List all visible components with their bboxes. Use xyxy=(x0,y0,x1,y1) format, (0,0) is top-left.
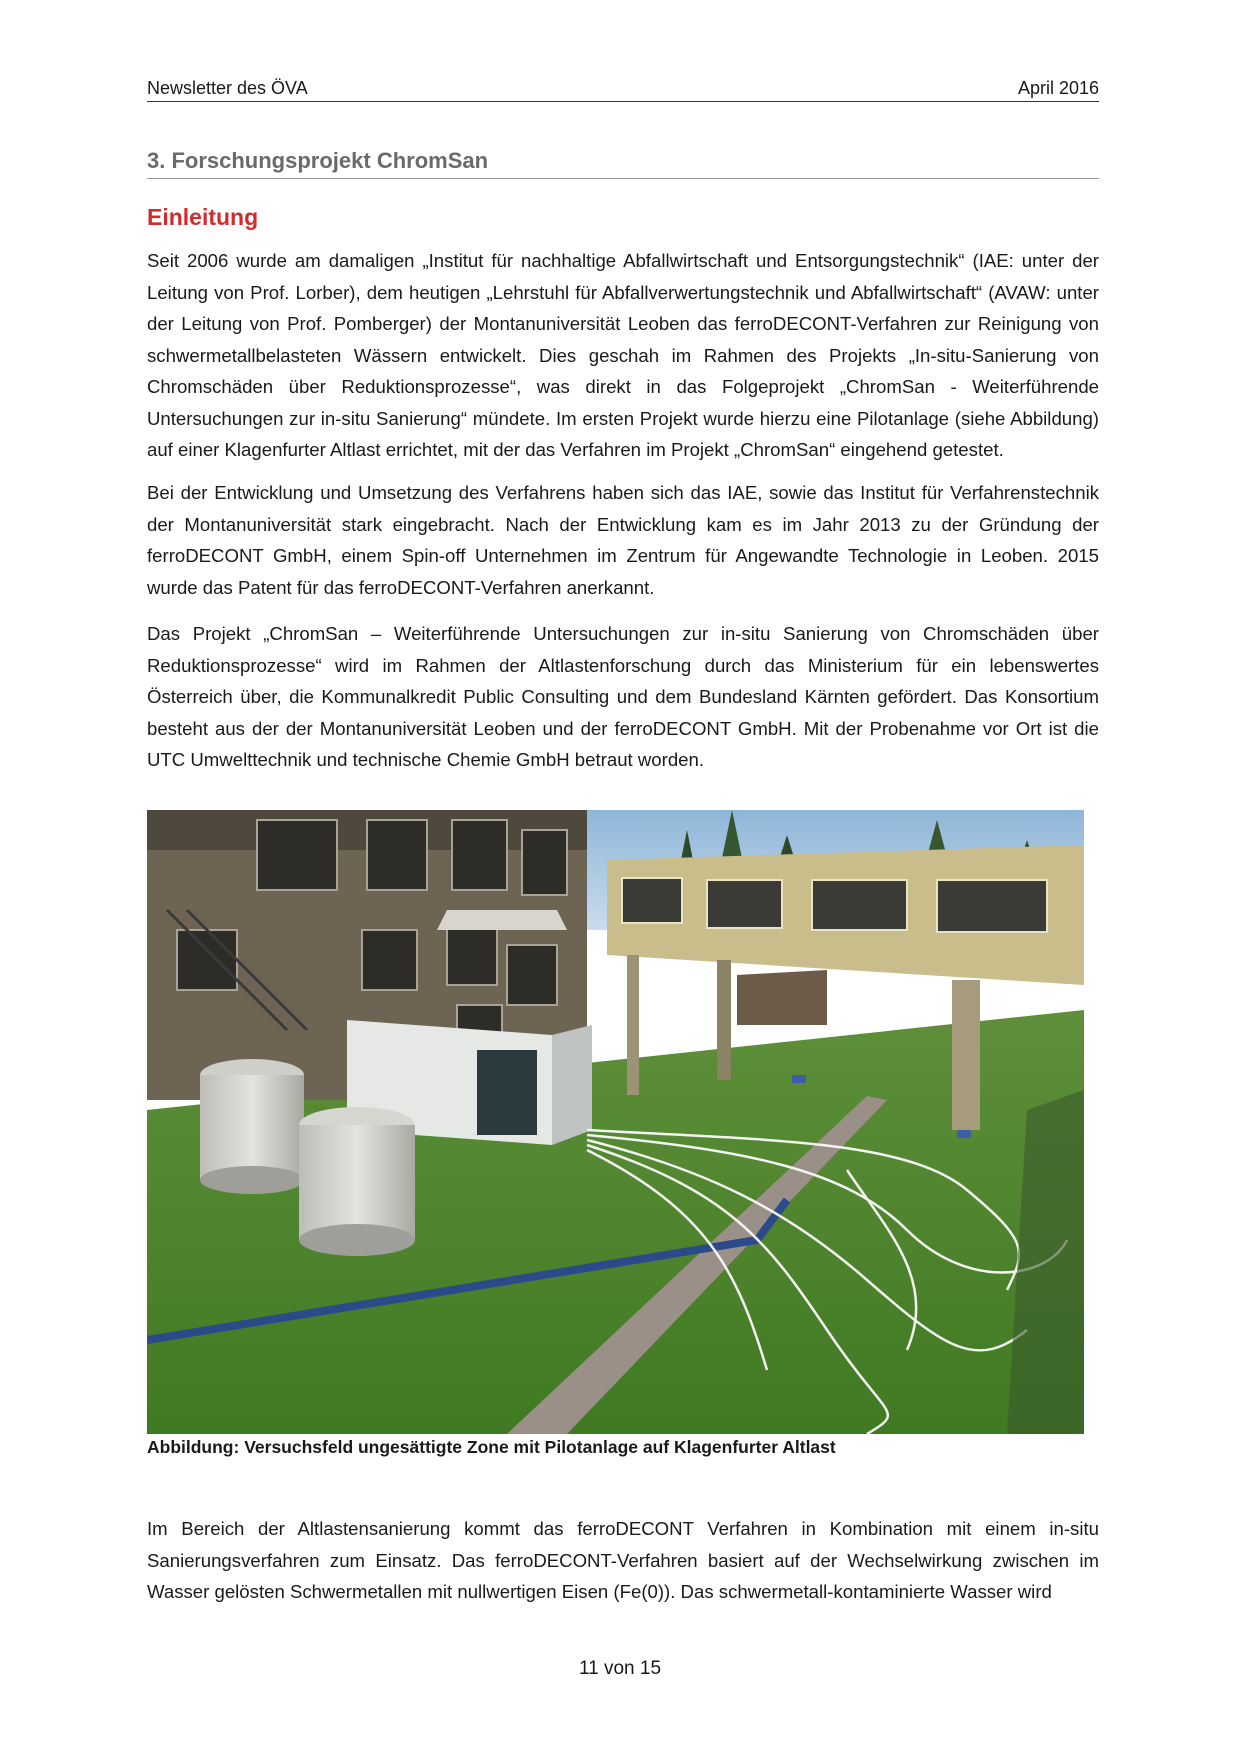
pilot-plant-photo xyxy=(147,810,1084,1434)
newsletter-name: Newsletter des ÖVA xyxy=(147,78,308,98)
section-title: 3. Forschungsprojekt ChromSan xyxy=(147,148,1099,179)
section-subtitle: Einleitung xyxy=(147,204,259,230)
paragraph-2: Bei der Entwicklung und Umsetzung des Verfahrens haben sich das IAE, sowie das Institut für Verfahrenstechnik der Montanuniversität stark eingebracht. Nach der Entwicklung kam es im Jahr 2013 zu der Gründung der ferroDECONT GmbH, einem Spin-off Unternehmen im Zentrum für Angewandte Technologie in Leoben. 2015 wurde das Patent für das ferroDECONT-Verfahren anerkannt. xyxy=(147,482,1099,598)
issue-date: April 2016 xyxy=(1017,78,1099,98)
paragraph-1: Seit 2006 wurde am damaligen „Institut für nachhaltige Abfallwirtschaft und Entsorgungstechnik“ (IAE: unter der Leitung von Prof. Lorber), dem heutigen „Lehrstuhl für Abfallverwertungstechnik und Abfallwirtschaft“ (AVAW: unter der Leitung von Prof. Pomberger) der Montanuniversität Leoben das ferroDECONT-Verfahren zur Reinigung von schwermetallbelasteten Wässern entwickelt. Dies geschah im Rahmen des Projekts „In-situ-Sanierung von Chromschäden über Reduktionsprozesse“, was direkt in das Folgeprojekt „ChromSan - Weiterführende Untersuchungen zur in-situ Sanierung“ mündete. Im ersten Projekt wurde hierzu eine Pilotanlage (siehe Abbildung) auf einer Klagenfurter Altlast errichtet, mit der das Verfahren im Projekt „ChromSan“ eingehend getestet. xyxy=(147,250,1099,460)
paragraph-3: Das Projekt „ChromSan – Weiterführende Untersuchungen zur in-situ Sanierung von Chromschäden über Reduktionsprozesse“ wird im Rahmen der Altlastenforschung durch das Ministerium für ein lebenswertes Österreich über, die Kommunalkredit Public Consulting und dem Bundesland Kärnten gefördert. Das Konsortium besteht aus der der Montanuniversität Leoben und der ferroDECONT GmbH. Mit der Probenahme vor Ort ist die UTC Umwelttechnik und technische Chemie GmbH betraut worden. xyxy=(147,623,1099,770)
paragraph-4: Im Bereich der Altlastensanierung kommt das ferroDECONT Verfahren in Kombination mit einem in-situ Sanierungsverfahren zum Einsatz. Das ferroDECONT-Verfahren basiert auf der Wechselwirkung zwischen im Wasser gelösten Schwermetallen mit nullwertigen Eisen (Fe(0)). Das schwermetall-kontaminierte Wasser wird xyxy=(147,1518,1099,1602)
page-number: 11 von 15 xyxy=(578,1658,662,1679)
figure-caption: Abbildung: Versuchsfeld ungesättigte Zone mit Pilotanlage auf Klagenfurter Altlast xyxy=(147,1437,836,1457)
page-header xyxy=(147,74,1099,102)
